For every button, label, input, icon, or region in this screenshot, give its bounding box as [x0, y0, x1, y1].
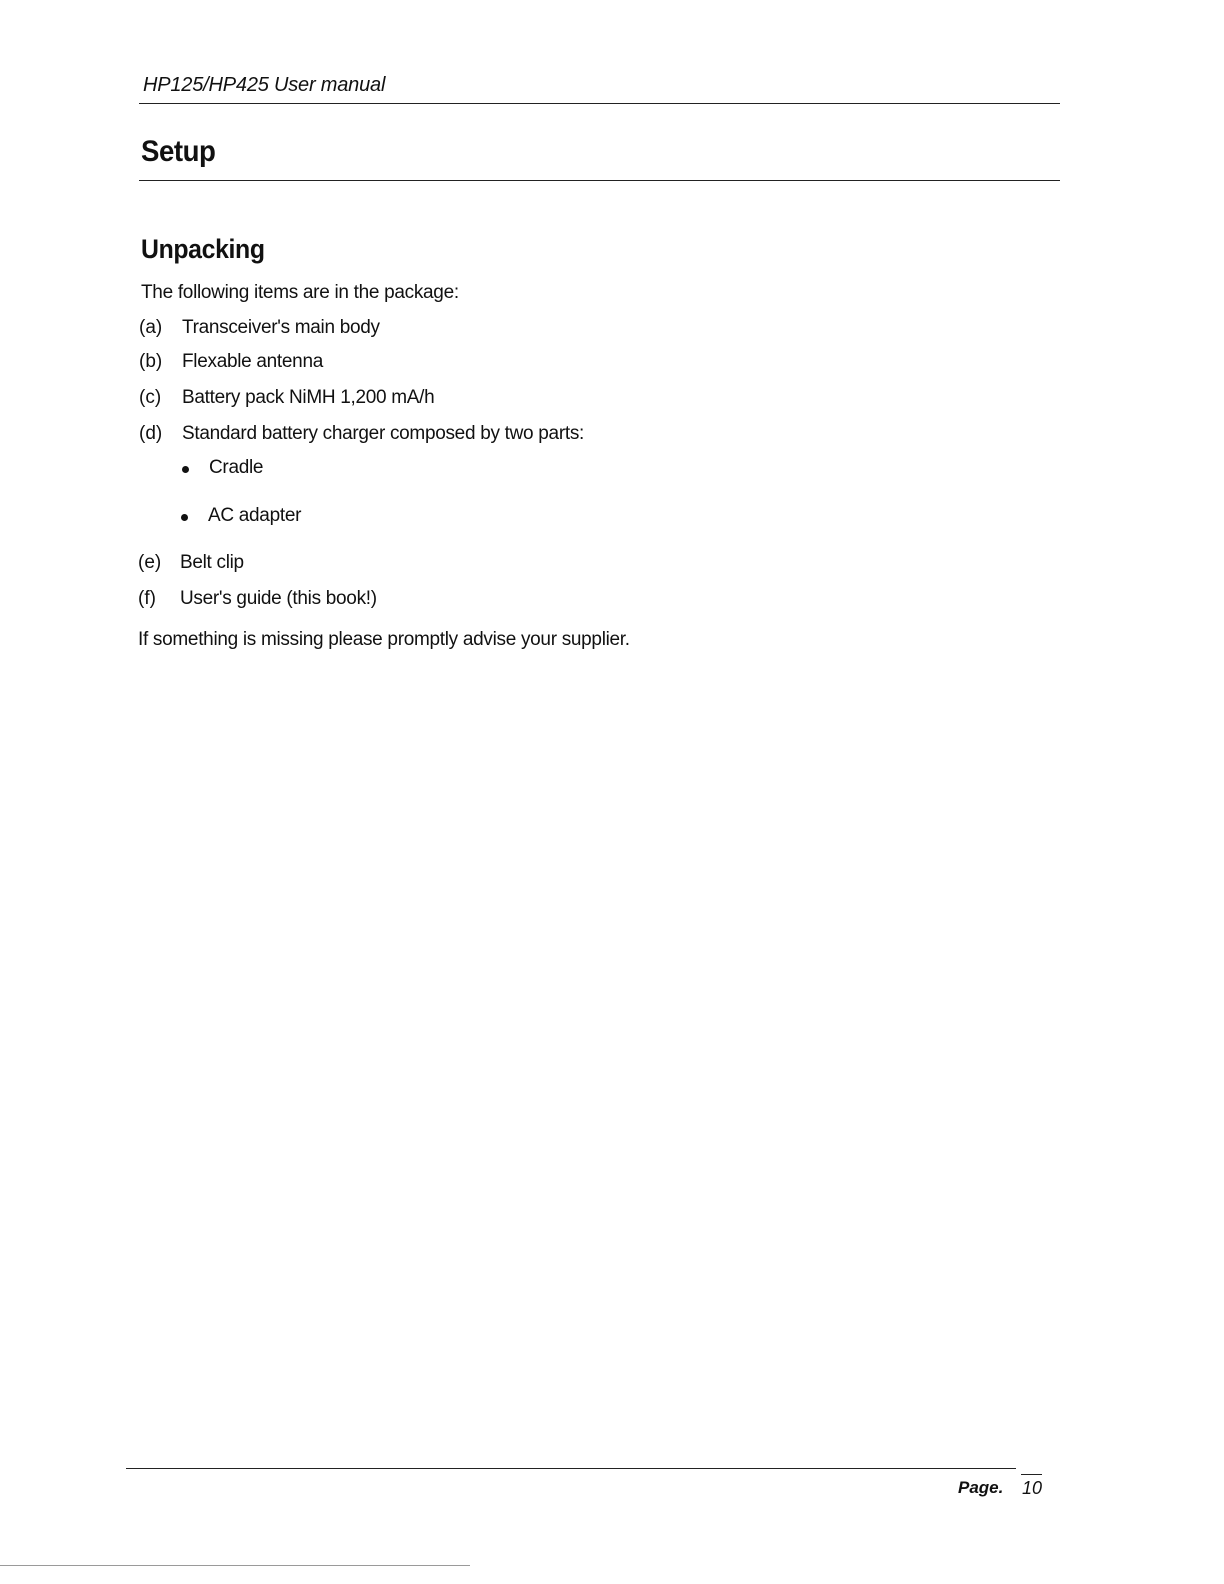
- section-rule: [139, 180, 1060, 181]
- list-item: Flexable antenna: [182, 351, 323, 372]
- list-marker: (b): [139, 351, 163, 372]
- list-item: Battery pack NiMH 1,200 mA/h: [182, 387, 435, 408]
- page-number: 10: [1022, 1478, 1043, 1498]
- page-label: Page.: [958, 1478, 1004, 1497]
- sub-list-item: Cradle: [209, 457, 264, 478]
- scan-edge-line: [0, 1565, 470, 1566]
- subsection-title: Unpacking: [141, 234, 265, 264]
- sub-list-item: AC adapter: [208, 505, 302, 526]
- list-item: Standard battery charger composed by two parts:: [182, 423, 585, 444]
- list-item: User's guide (this book!): [180, 588, 377, 609]
- footer-rule: [126, 1468, 1016, 1469]
- intro-paragraph: The following items are in the package:: [141, 282, 459, 303]
- running-header: HP125/HP425 User manual: [143, 74, 386, 96]
- list-marker: (f): [138, 588, 156, 609]
- list-item: Transceiver's main body: [182, 317, 380, 338]
- section-title: Setup: [141, 135, 216, 168]
- list-marker: (e): [138, 552, 162, 573]
- closing-paragraph: If something is missing please promptly advise your supplier.: [138, 629, 630, 650]
- header-rule: [139, 103, 1060, 104]
- page-number-rule: [1021, 1474, 1042, 1475]
- bullet-icon: [181, 514, 188, 521]
- list-marker: (c): [139, 387, 162, 408]
- list-item: Belt clip: [180, 552, 244, 573]
- bullet-icon: [182, 466, 189, 473]
- list-marker: (a): [139, 317, 163, 338]
- list-marker: (d): [139, 423, 163, 444]
